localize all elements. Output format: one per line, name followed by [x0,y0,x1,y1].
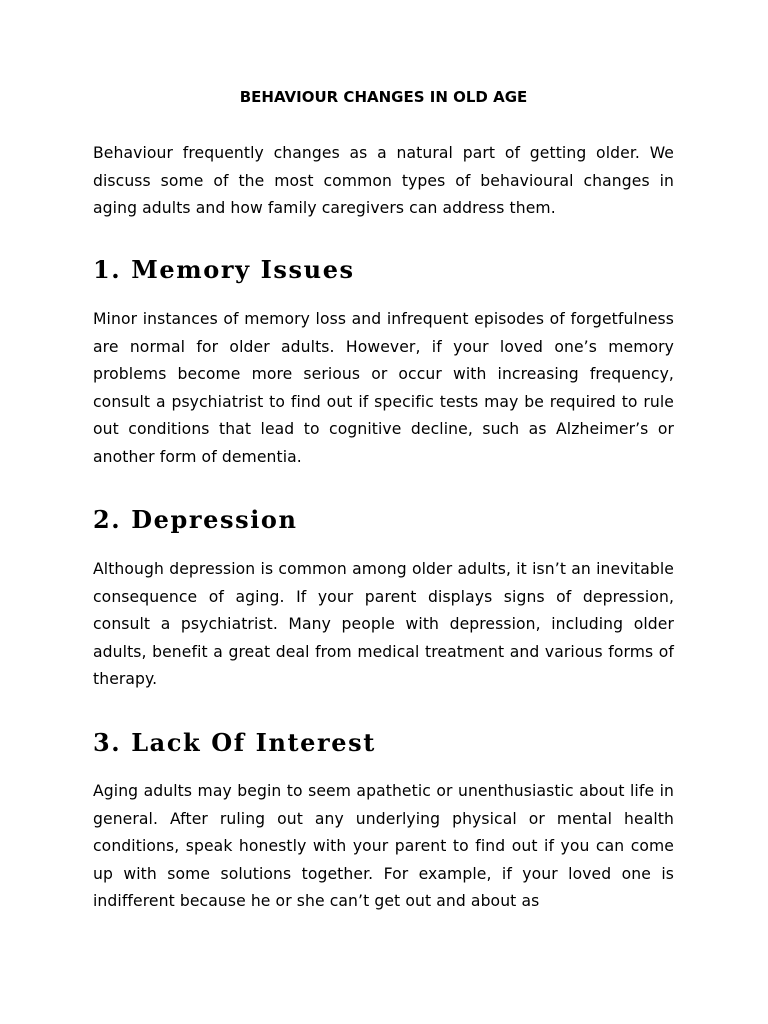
section-heading-depression: 2. Depression [93,505,298,534]
intro-paragraph: Behaviour frequently changes as a natural part of getting older. We discuss some of the most common types of behavioural changes in aging adults and how family caregivers can address them. [93,144,674,218]
section-body-lack-of-interest: Aging adults may begin to seem apathetic or unenthusiastic about life in general. After ruling out any underlying physical or mental health conditions, speak honestly with your parent to find out if you can come up with some solutions together. For example, if your loved one is indifferent because he or she can’t get out and about as [93,782,674,911]
section-body-depression: Although depression is common among older adults, it isn’t an inevitable consequence of aging. If your parent displays signs of depression, consult a psychiatrist. Many people with depression, including older adults, benefit a great deal from medical treatment and various forms of therapy. [93,560,674,689]
section-body-memory-issues: Minor instances of memory loss and infrequent episodes of forgetfulness are normal for older adults. However, if your loved one’s memory problems become more serious or occur with increasing frequency, consult a psychiatrist to find out if specific tests may be required to rule out conditions that lead to cognitive decline, such as Alzheimer’s or another form of dementia. [93,310,674,466]
document-title: BEHAVIOUR CHANGES IN OLD AGE [239,88,528,106]
section-heading-lack-of-interest: 3. Lack Of Interest [93,728,376,757]
section-heading-memory-issues: 1. Memory Issues [93,255,355,284]
